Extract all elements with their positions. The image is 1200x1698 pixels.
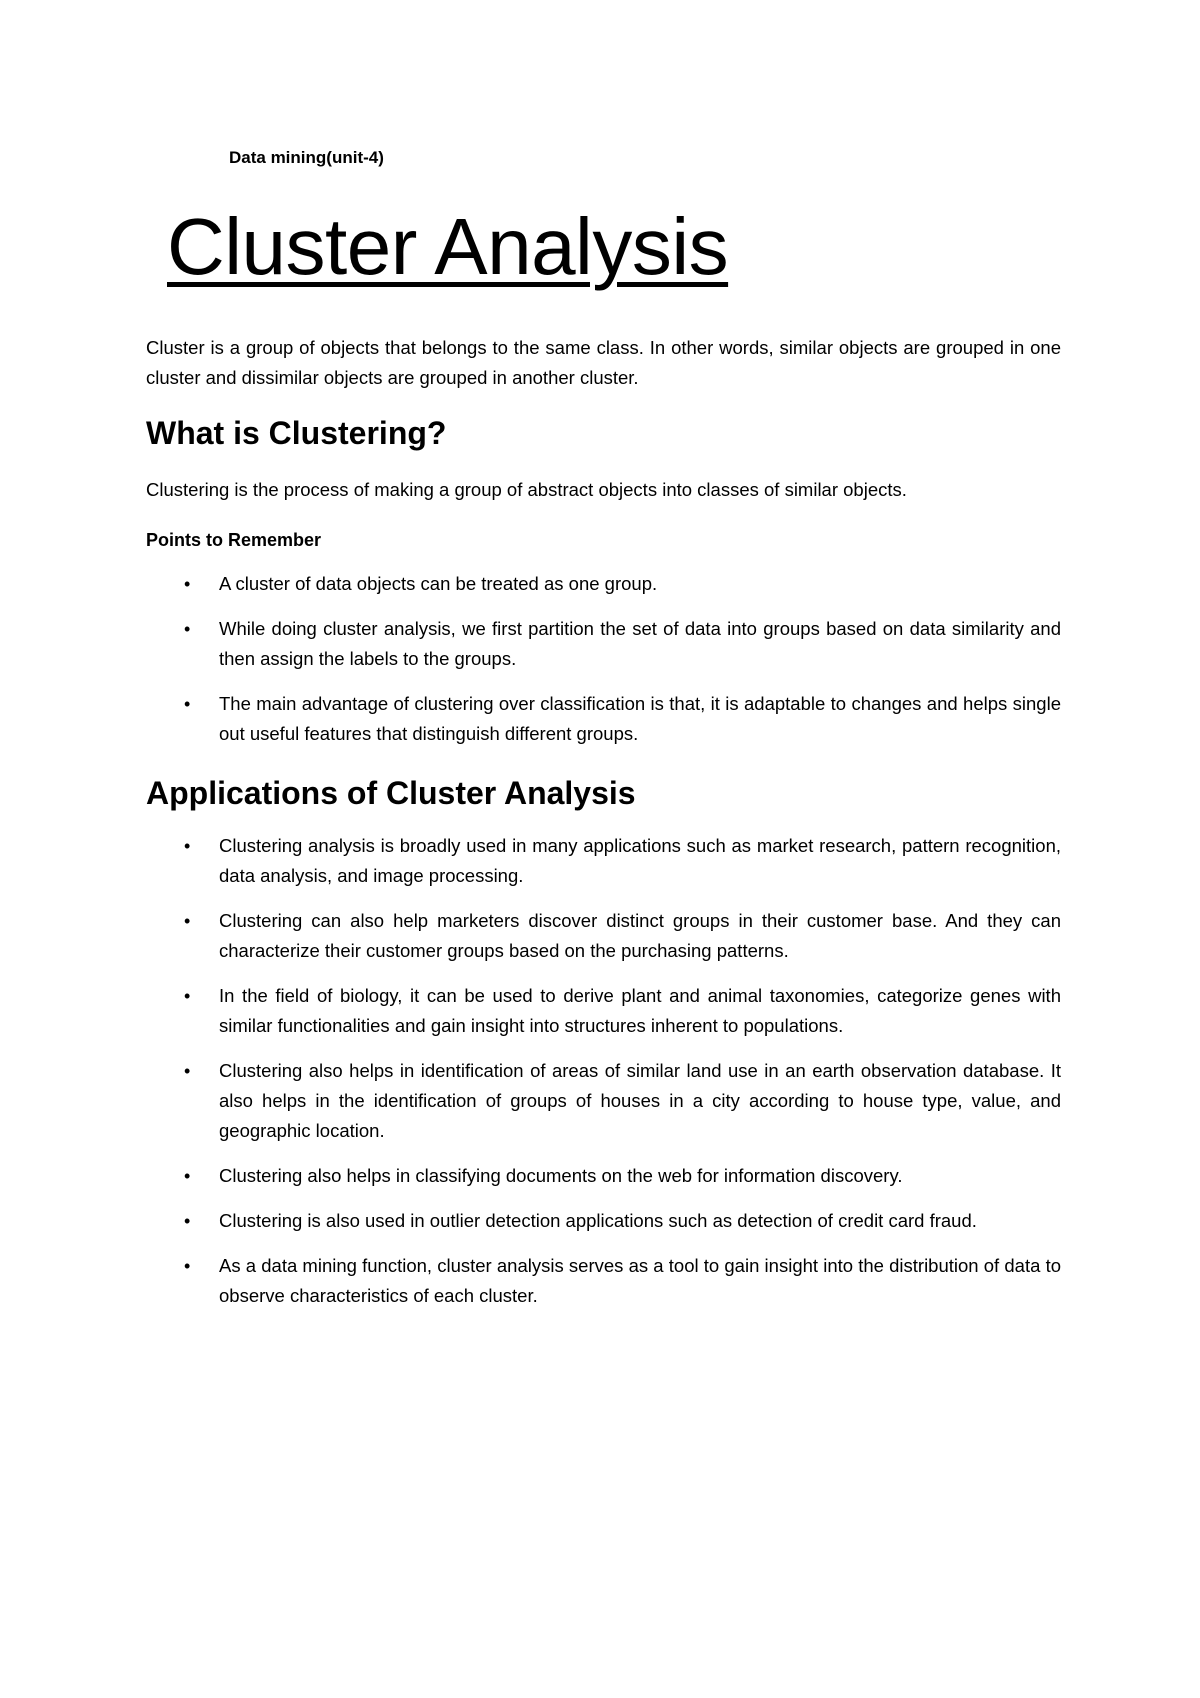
- header-label: Data mining(unit-4): [229, 148, 384, 167]
- list-item-text: Clustering can also help marketers discover distinct groups in their customer base. And they can characterize their customer groups based on the purchasing patterns.: [219, 910, 1061, 961]
- list-item: [146, 569, 1061, 599]
- applications-heading: Applications of Cluster Analysis: [146, 775, 636, 811]
- bullet-icon: •: [184, 1166, 191, 1186]
- list-item: [146, 614, 1061, 674]
- list-item: [146, 1251, 1061, 1311]
- list-item-text: A cluster of data objects can be treated as one group.: [219, 573, 658, 594]
- bullet-icon: •: [184, 911, 191, 931]
- list-item-text: Clustering also helps in identification of areas of similar land use in an earth observation database. It also helps in the identification of groups of houses in a city according to house type, value, and geographic location.: [219, 1060, 1061, 1141]
- clustering-heading: What is Clustering?: [146, 415, 447, 451]
- bullet-icon: •: [184, 1256, 191, 1276]
- bullet-icon: •: [184, 574, 191, 594]
- list-item-text: While doing cluster analysis, we first partition the set of data into groups based on data similarity and then assign the labels to the groups.: [219, 618, 1061, 669]
- intro-paragraph: Cluster is a group of objects that belongs to the same class. In other words, similar objects are grouped in one cluster and dissimilar objects are grouped in another cluster.: [146, 337, 1061, 388]
- points-list: [146, 569, 1061, 749]
- list-item: [146, 1056, 1061, 1146]
- list-item: [146, 981, 1061, 1041]
- list-item: [146, 1206, 1061, 1236]
- bullet-icon: •: [184, 1061, 191, 1081]
- list-item: [146, 689, 1061, 749]
- document-body: [146, 333, 1061, 1335]
- list-item-text: The main advantage of clustering over classification is that, it is adaptable to changes and helps single out useful features that distinguish different groups.: [219, 693, 1061, 744]
- list-item: [146, 906, 1061, 966]
- list-item-text: Clustering also helps in classifying documents on the web for information discovery.: [219, 1165, 903, 1186]
- list-item-text: Clustering analysis is broadly used in many applications such as market research, pattern recognition, data analysis, and image processing.: [219, 835, 1061, 886]
- list-item-text: Clustering is also used in outlier detection applications such as detection of credit card fraud.: [219, 1210, 977, 1231]
- bullet-icon: •: [184, 836, 191, 856]
- list-item-text: In the field of biology, it can be used to derive plant and animal taxonomies, categorize genes with similar functionalities and gain insight into structures inherent to populations.: [219, 985, 1061, 1036]
- page-title: Cluster Analysis: [167, 202, 729, 291]
- clustering-definition: Clustering is the process of making a group of abstract objects into classes of similar objects.: [146, 479, 907, 500]
- list-item: [146, 831, 1061, 891]
- bullet-icon: •: [184, 619, 191, 639]
- list-item-text: As a data mining function, cluster analysis serves as a tool to gain insight into the distribution of data to observe characteristics of each cluster.: [219, 1255, 1061, 1306]
- points-heading: Points to Remember: [146, 530, 322, 550]
- list-item: [146, 1161, 1061, 1191]
- bullet-icon: •: [184, 1211, 191, 1231]
- bullet-icon: •: [184, 694, 191, 714]
- bullet-icon: •: [184, 986, 191, 1006]
- applications-list: [146, 831, 1061, 1311]
